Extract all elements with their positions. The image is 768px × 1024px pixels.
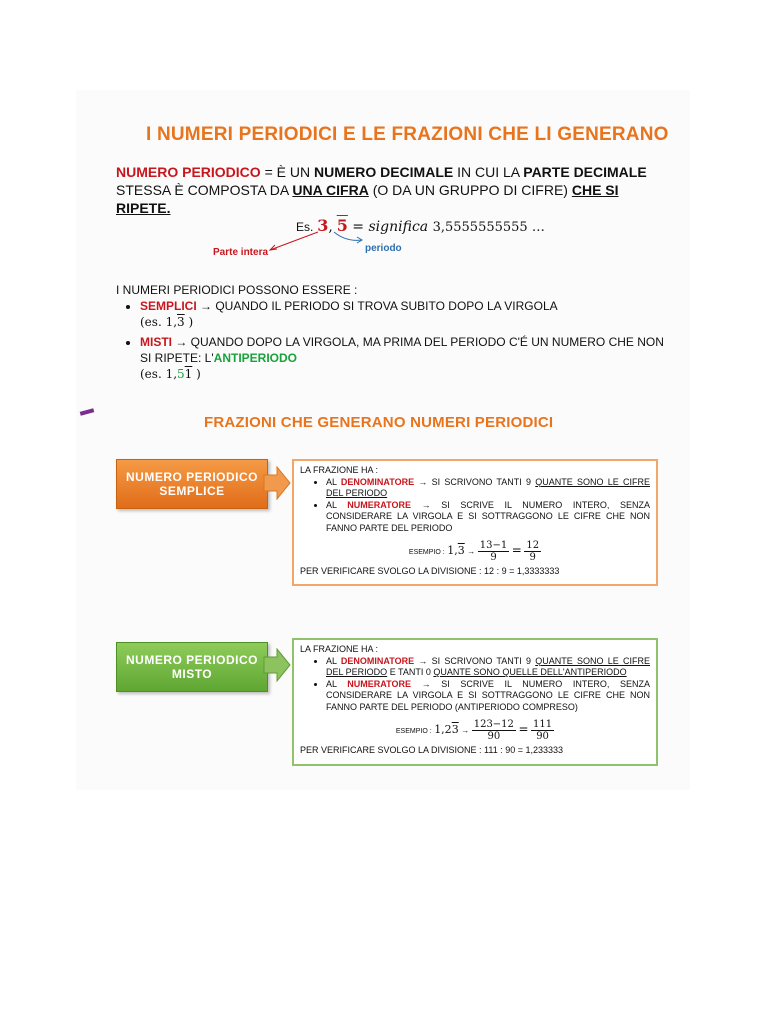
fraction-1: $\frac{13-1}{9}$ bbox=[479, 540, 508, 563]
example-line: Es. 3, 5 = significa 3,5555555555 … bbox=[296, 216, 545, 235]
label-integer-part: Parte intera bbox=[213, 247, 269, 258]
rule-denominator: • AL DENOMINATORE → SI SCRIVONO TANTI 9 QUANTE SONO LE CIFRE DEL PERIODO E TANTI 0 QUANTE SONO QUELLE DELL'ANTIPERIODO bbox=[326, 656, 650, 679]
arrow-right-icon bbox=[263, 466, 291, 500]
section-title-fractions: FRAZIONI CHE GENERANO NUMERI PERIODICI bbox=[204, 414, 554, 431]
verify-line: PER VERIFICARE SVOLGO LA DIVISIONE : 12 : 9 = 1,3333333 bbox=[300, 566, 560, 576]
tag-simple: NUMERO PERIODICO SEMPLICE bbox=[116, 459, 268, 509]
fraction-2: $\frac{111}{90}$ bbox=[533, 719, 553, 742]
rule-numerator: • AL NUMERATORE → SI SCRIVE IL NUMERO INTERO, SENZA CONSIDERARE LA VIRGOLA E SI SOTTRAGGONO LE CIFRE CHE NON FANNO PARTE DEL PERIODO (ANTIPERIODO COMPRESO) bbox=[326, 679, 650, 714]
label-period: periodo bbox=[365, 243, 402, 254]
example-period: 5 bbox=[336, 216, 348, 235]
types-intro: I NUMERI PERIODICI POSSONO ESSERE : bbox=[116, 283, 358, 297]
arrow-integer bbox=[270, 232, 318, 250]
fraction-1: $\frac{123-12}{90}$ bbox=[473, 719, 514, 742]
arrow-period bbox=[334, 232, 362, 240]
verify-line: PER VERIFICARE SVOLGO LA DIVISIONE : 111 : 90 = 1,233333 bbox=[300, 745, 564, 755]
example-formula: ESEMPIO : 1,3 → $\frac{13-1}{9}$ = $\frac{12}{9}$ bbox=[408, 540, 540, 563]
definition-term: NUMERO PERIODICO bbox=[116, 164, 261, 180]
box-simple: LA FRAZIONE HA : • AL DENOMINATORE → SI SCRIVONO TANTI 9 QUANTE SONO LE CIFRE DEL PERIODO • AL NUMERATORE → SI SCRIVE IL NUMERO INTERO, SENZA CONSIDERARE LA VIRGOLA E SI SOTTRAGGONO LE CIFRE CHE NON FANNO PARTE DEL PERIODO ESEMPIO : 1,3 → $\frac{13-1}{9}$ = $\frac{12}{9}$ PER VERIFICARE SVOLGO LA DIVISIONE : 12 : 9 = 1,3333333 bbox=[292, 459, 658, 586]
list-item-simple: • SEMPLICI → QUANDO IL PERIODO SI TROVA SUBITO DOPO LA VIRGOLA (es. 1,3 ) bbox=[140, 298, 676, 330]
list-item-mixed: • MISTI → QUANDO DOPO LA VIRGOLA, MA PRIMA DEL PERIODO C'É UN NUMERO CHE NON SI RIPETE: L'ANTIPERIODO (es. 1,51 ) bbox=[140, 334, 676, 382]
page-title: I NUMERI PERIODICI E LE FRAZIONI CHE LI GENERANO bbox=[146, 124, 669, 145]
rule-numerator: • AL NUMERATORE → SI SCRIVE IL NUMERO INTERO, SENZA CONSIDERARE LA VIRGOLA E SI SOTTRAGGONO LE CIFRE CHE NON FANNO PARTE DEL PERIODO bbox=[326, 500, 650, 535]
arrow-right-icon bbox=[263, 648, 291, 682]
fraction-2: $\frac{12}{9}$ bbox=[526, 540, 540, 563]
box-mixed: LA FRAZIONE HA : • AL DENOMINATORE → SI SCRIVONO TANTI 9 QUANTE SONO LE CIFRE DEL PERIODO E TANTI 0 QUANTE SONO QUELLE DELL'ANTIPERIODO • AL NUMERATORE → SI SCRIVE IL NUMERO INTERO, SENZA CONSIDERARE LA VIRGOLA E SI SOTTRAGGONO LE CIFRE CHE NON FANNO PARTE DEL PERIODO (ANTIPERIODO COMPRESO) ESEMPIO : 1,23 → $\frac{123-12}{90}$ = $\frac{111}{90}$ PER VERIFICARE SVOLGO LA DIVISIONE : 111 : 90 = 1,233333 bbox=[292, 638, 658, 766]
types-section bbox=[116, 282, 676, 382]
example-formula: ESEMPIO : 1,23 → $\frac{123-12}{90}$ = $\frac{111}{90}$ bbox=[395, 719, 553, 742]
tag-mixed: NUMERO PERIODICO MISTO bbox=[116, 642, 268, 692]
rule-denominator: • AL DENOMINATORE → SI SCRIVONO TANTI 9 QUANTE SONO LE CIFRE DEL PERIODO bbox=[326, 477, 650, 500]
example-integer: 3 bbox=[317, 216, 329, 235]
definition-paragraph: NUMERO PERIODICO = È UN NUMERO DECIMALE IN CUI LA PARTE DECIMALE STESSA È COMPOSTA DA UNA CIFRA (O DA UN GRUPPO DI CIFRE) CHE SI RIPETE. bbox=[116, 164, 647, 216]
